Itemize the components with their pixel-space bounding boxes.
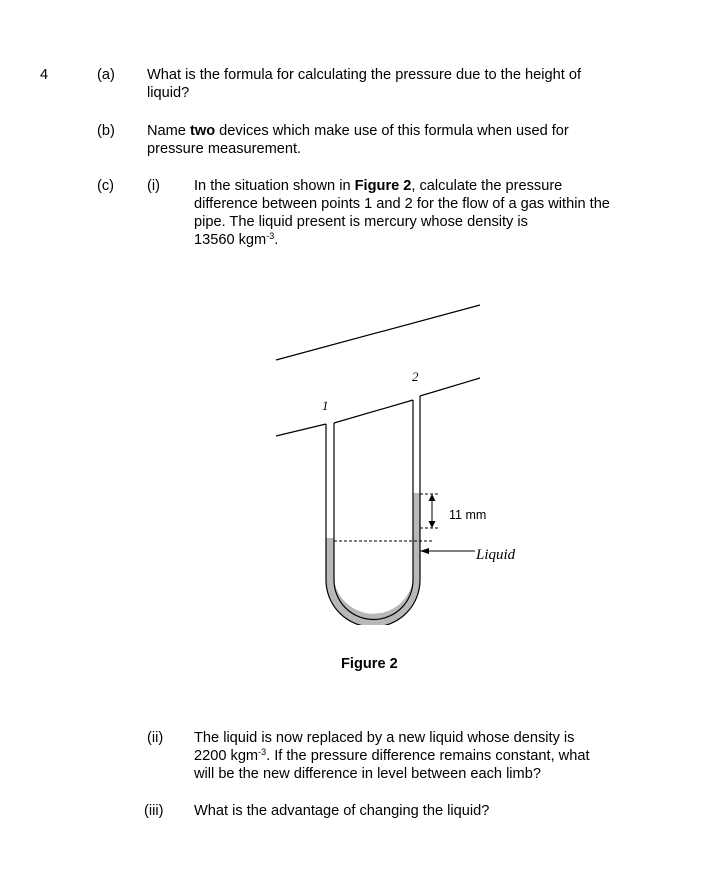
- part-c-i-line4: [194, 231, 664, 249]
- part-c-i-line4-end: .: [274, 232, 279, 248]
- part-c-iii-text: [194, 802, 664, 820]
- pipe-lower-wall-middle: [334, 400, 413, 423]
- part-c-ii-label: (ii): [147, 730, 164, 746]
- figure-caption: Figure 2: [341, 656, 398, 672]
- pipe-lower-wall-left: [276, 424, 326, 436]
- manometer-liquid: [326, 493, 420, 625]
- u-tube-manometer-figure: [270, 295, 530, 625]
- part-b-line1: [147, 122, 647, 140]
- density-exponent-2: -3: [258, 747, 267, 757]
- part-c-i-line1: [194, 177, 664, 195]
- part-c-label: (c): [97, 178, 115, 194]
- part-b-label: (b): [97, 123, 115, 139]
- point-1-label: 1: [322, 398, 329, 413]
- part-c-ii-line1: The liquid is now replaced by a new liquid whose density is: [194, 730, 575, 746]
- part-c-i-text: [194, 177, 664, 249]
- liquid-pointer-head: [420, 548, 429, 554]
- part-c-i-line1-post: , calculate the pressure: [411, 178, 563, 194]
- part-c-ii-text: [194, 729, 664, 783]
- point-2-label: 2: [412, 369, 419, 384]
- density-exponent-1: -3: [266, 231, 275, 241]
- part-b-bold: two: [189, 123, 216, 139]
- part-c-ii-line2-rest: . If the pressure difference remains constant, what: [266, 748, 590, 764]
- height-arrow-head-up: [429, 494, 436, 501]
- part-b-line1-post: devices which make use of this formula when used for: [215, 123, 569, 139]
- part-a-label: (a): [97, 67, 115, 83]
- density-value-1: 13560 kgm: [194, 232, 267, 248]
- part-b-line2: pressure measurement.: [147, 141, 302, 157]
- part-c-i-line1-pre: In the situation shown in: [194, 178, 355, 194]
- density-value-2: 2200 kgm: [194, 748, 259, 764]
- part-a-line2: liquid?: [147, 85, 190, 101]
- height-arrow-head-down: [429, 521, 436, 528]
- height-label: 11 mm: [449, 508, 487, 522]
- u-tube-outer-wall: [326, 396, 420, 625]
- part-c-i-line2: difference between points 1 and 2 for the flow of a gas within the: [194, 196, 610, 212]
- pipe-lower-wall-right: [420, 378, 480, 396]
- question-number: 4: [40, 67, 49, 83]
- part-c-iii-line1: What is the advantage of changing the liquid?: [194, 803, 490, 819]
- part-c-i-label: (i): [147, 178, 160, 194]
- pipe-upper-wall: [276, 305, 480, 360]
- u-tube-inner-wall: [334, 400, 413, 620]
- part-b-text: [147, 122, 647, 158]
- part-c-i-bold: Figure 2: [354, 178, 412, 194]
- part-b-line1-pre: Name: [147, 123, 190, 139]
- part-c-ii-line3: will be the new difference in level between each limb?: [194, 766, 541, 782]
- liquid-label: Liquid: [476, 547, 516, 563]
- part-c-i-line3: pipe. The liquid present is mercury whose density is: [194, 214, 528, 230]
- part-c-iii-label: (iii): [144, 803, 164, 819]
- part-a-line1: What is the formula for calculating the pressure due to the height of: [147, 67, 582, 83]
- part-a-text: [147, 66, 647, 102]
- part-c-ii-line2: [194, 747, 664, 765]
